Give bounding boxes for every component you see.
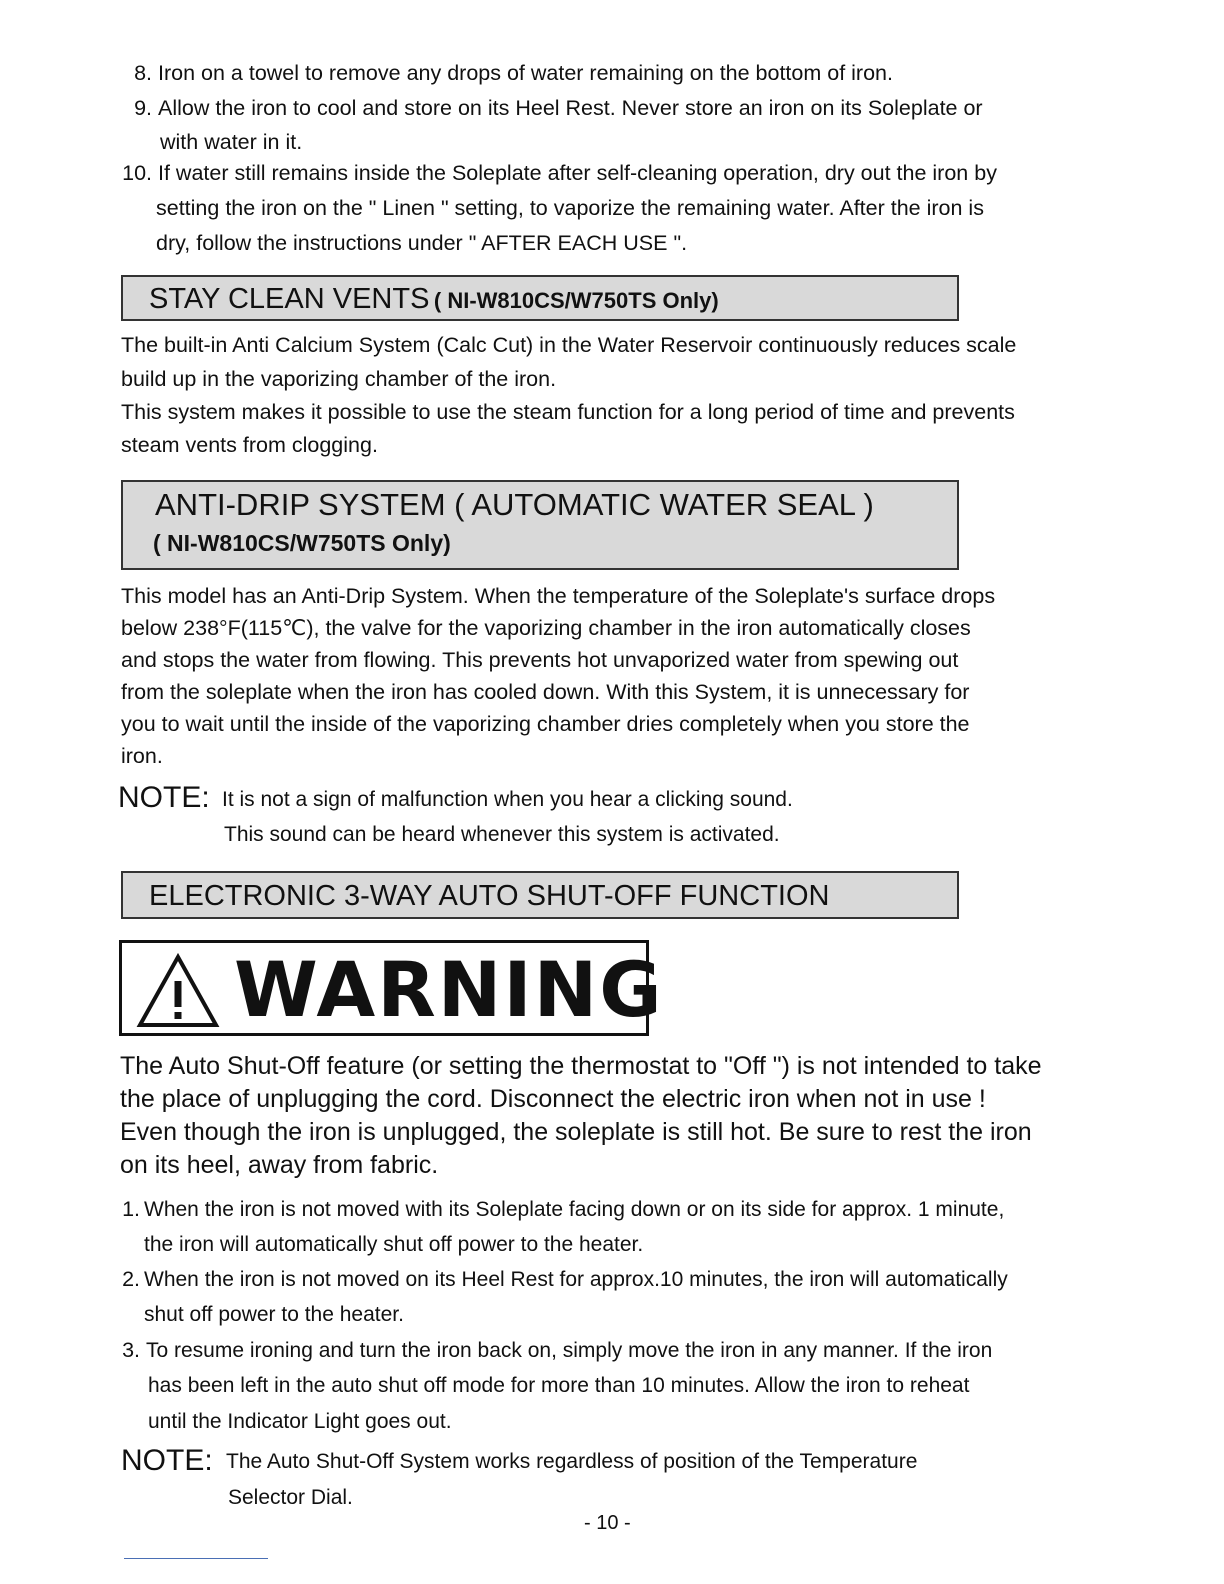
list-item-text: until the Indicator Light goes out.: [148, 1410, 452, 1433]
list-number: 8.: [134, 61, 152, 85]
list-item-text: Allow the iron to cool and store on its Heel Rest. Never store an iron on its Soleplate or: [158, 96, 983, 120]
paragraph-line: build up in the vaporizing chamber of the iron.: [121, 367, 557, 391]
note-label: NOTE:: [121, 1444, 213, 1477]
list-item-text: setting the iron on the " Linen " setting, to vaporize the remaining water. After the iron is: [156, 196, 984, 220]
list-number: 1.: [122, 1197, 140, 1221]
list-item-text: When the iron is not moved with its Soleplate facing down or on its side for approx. 1 minute,: [144, 1198, 1005, 1221]
warning-line: on its heel, away from fabric.: [120, 1151, 439, 1179]
paragraph-line: from the soleplate when the iron has cooled down. With this System, it is unnecessary for: [121, 680, 970, 704]
list-number: 9.: [134, 96, 152, 120]
page-number: - 10 -: [584, 1512, 631, 1534]
list-item-text: Iron on a towel to remove any drops of water remaining on the bottom of iron.: [158, 61, 893, 85]
section-header-vents: [121, 275, 959, 321]
section-title: ANTI-DRIP SYSTEM ( AUTOMATIC WATER SEAL ): [155, 487, 874, 522]
list-number: 10.: [122, 161, 152, 185]
list-item-text: shut off power to the heater.: [144, 1303, 404, 1326]
list-number: 3.: [122, 1338, 140, 1362]
note-line: It is not a sign of malfunction when you hear a clicking sound.: [222, 788, 793, 811]
warning-triangle-icon: [136, 953, 220, 1029]
paragraph-line: This model has an Anti-Drip System. When the temperature of the Soleplate's surface drops: [121, 584, 996, 608]
section-title: STAY CLEAN VENTS: [149, 283, 430, 315]
section-header-shutoff: [121, 871, 959, 919]
section-header-antidrip: [121, 480, 959, 570]
model-note: ( NI-W810CS/W750TS Only): [433, 288, 719, 313]
paragraph-line: The built-in Anti Calcium System (Calc Cut) in the Water Reservoir continuously reduces scale: [121, 333, 1017, 357]
divider: [124, 1558, 268, 1559]
list-item-text: dry, follow the instructions under " AFTER EACH USE ".: [156, 231, 688, 255]
note-line: This sound can be heard whenever this system is activated.: [224, 823, 780, 846]
paragraph-line: This system makes it possible to use the steam function for a long period of time and prevents: [121, 400, 1015, 424]
list-item-text: When the iron is not moved on its Heel Rest for approx.10 minutes, the iron will automatically: [144, 1268, 1008, 1291]
list-item-text: To resume ironing and turn the iron back on, simply move the iron in any manner. If the iron: [146, 1339, 993, 1362]
paragraph-line: you to wait until the inside of the vaporizing chamber dries completely when you store the: [121, 712, 970, 736]
paragraph-line: below 238°F(115℃), the valve for the vaporizing chamber in the iron automatically closes: [121, 616, 971, 640]
list-item-text: with water in it.: [160, 130, 303, 154]
warning-box: [119, 940, 664, 1036]
warning-line: The Auto Shut-Off feature (or setting the thermostat to "Off ") is not intended to take: [120, 1052, 1042, 1080]
warning-label: WARNING: [234, 945, 664, 1034]
warning-line: the place of unplugging the cord. Disconnect the electric iron when not in use !: [120, 1085, 986, 1113]
list-item-text: the iron will automatically shut off power to the heater.: [144, 1233, 644, 1256]
note-line: Selector Dial.: [228, 1486, 353, 1509]
note-line: The Auto Shut-Off System works regardless of position of the Temperature: [226, 1450, 918, 1473]
list-number: 2.: [122, 1267, 140, 1291]
model-note: ( NI-W810CS/W750TS Only): [153, 530, 451, 556]
list-item-text: If water still remains inside the Soleplate after self-cleaning operation, dry out the iron by: [158, 161, 997, 185]
paragraph-line: iron.: [121, 744, 163, 768]
note-label: NOTE:: [118, 781, 210, 814]
warning-line: Even though the iron is unplugged, the soleplate is still hot. Be sure to rest the iron: [120, 1118, 1032, 1146]
paragraph-line: steam vents from clogging.: [121, 433, 378, 457]
paragraph-line: and stops the water from flowing. This prevents hot unvaporized water from spewing out: [121, 648, 959, 672]
list-item-text: has been left in the auto shut off mode for more than 10 minutes. Allow the iron to reheat: [148, 1374, 970, 1397]
section-title: ELECTRONIC 3-WAY AUTO SHUT-OFF FUNCTION: [149, 880, 830, 912]
